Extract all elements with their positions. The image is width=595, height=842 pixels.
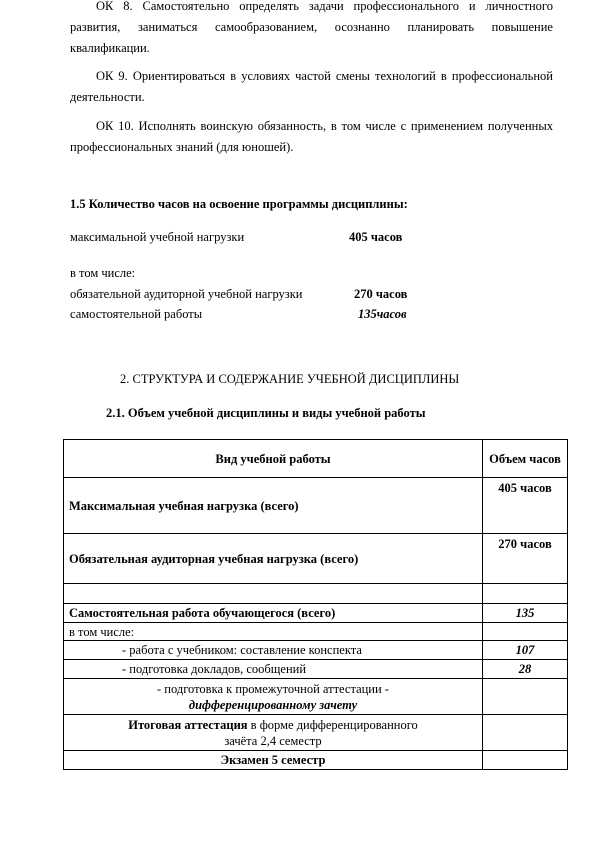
hours-aud-value: 270 часов (354, 287, 408, 301)
table-row-final (64, 715, 568, 751)
table-row-exam (64, 751, 568, 770)
incl-label: в том числе: (64, 623, 483, 641)
aud-load-value: 270 часов (483, 534, 568, 584)
prep-prefix: - подготовка к промежуточной аттестации - (157, 681, 389, 696)
self-work-value: 135 (483, 604, 568, 623)
hours-max-label: максимальной учебной нагрузки (70, 230, 245, 244)
spacer-cell (64, 584, 483, 604)
final-bold: Итоговая аттестация (128, 717, 248, 732)
reports-value: 28 (483, 660, 568, 679)
hours-self-value: 135часов (358, 307, 407, 321)
table-row-self-work (64, 604, 568, 623)
section-subtitle: 2.1. Объем учебной дисциплины и виды учебной работы (106, 406, 426, 420)
competency-ok8-text: ОК 8. Самостоятельно определять задачи профессионального и личностного развития, заниматься самообразованием, осознанно планировать повышение квалификации. (70, 0, 553, 55)
competency-ok10 (70, 116, 553, 158)
hours-self-label: самостоятельной работы (70, 307, 203, 321)
table-row-textbook (64, 641, 568, 660)
aud-load-label: Обязательная аудиторная учебная нагрузка (всего) (64, 534, 483, 584)
max-load-label: Максимальная учебная нагрузка (всего) (64, 478, 483, 534)
self-work-label: Самостоятельная работа обучающегося (всего) (64, 604, 483, 623)
section-title: 2. СТРУКТУРА И СОДЕРЖАНИЕ УЧЕБНОЙ ДИСЦИПЛИНЫ (120, 372, 460, 386)
table-header-type: Вид учебной работы (64, 440, 483, 478)
competency-ok9-text: ОК 9. Ориентироваться в условиях частой смены технологий в профессиональной деятельности. (70, 69, 553, 104)
table-row-spacer (64, 584, 568, 604)
work-volume-table (63, 439, 568, 770)
final-line1 (69, 717, 477, 733)
textbook-label: - работа с учебником: составление конспекта (64, 641, 483, 660)
spacer-cell-value (483, 584, 568, 604)
table-row-prep (64, 679, 568, 715)
table-row-reports (64, 660, 568, 679)
competency-ok9 (70, 66, 553, 108)
max-load-value: 405 часов (483, 478, 568, 534)
final-cell (64, 715, 483, 751)
competency-ok10-text: ОК 10. Исполнять воинскую обязанность, в том числе с применением полученных профессиональных знаний (для юношей). (70, 119, 553, 154)
final-value (483, 715, 568, 751)
table-row-incl (64, 623, 568, 641)
competency-ok8 (70, 0, 553, 59)
table-header-row (64, 440, 568, 478)
reports-label: - подготовка докладов, сообщений (64, 660, 483, 679)
table-header-volume: Объем часов (483, 440, 568, 478)
hours-heading: 1.5 Количество часов на освоение программы дисциплины: (70, 197, 408, 211)
hours-incl-label: в том числе: (70, 266, 136, 280)
hours-max-value: 405 часов (349, 230, 403, 244)
hours-aud-label: обязательной аудиторной учебной нагрузки (70, 287, 303, 301)
final-rest: в форме дифференцированного (247, 717, 418, 732)
incl-value (483, 623, 568, 641)
table-row-aud-load (64, 534, 568, 584)
table-row-max-load (64, 478, 568, 534)
prep-value (483, 679, 568, 715)
final-line2: зачёта 2,4 семестр (224, 733, 322, 748)
exam-value (483, 751, 568, 770)
prep-emphasis: дифференцированному зачету (188, 697, 358, 712)
textbook-value: 107 (483, 641, 568, 660)
prep-cell (64, 679, 483, 715)
exam-label: Экзамен 5 семестр (64, 751, 483, 770)
